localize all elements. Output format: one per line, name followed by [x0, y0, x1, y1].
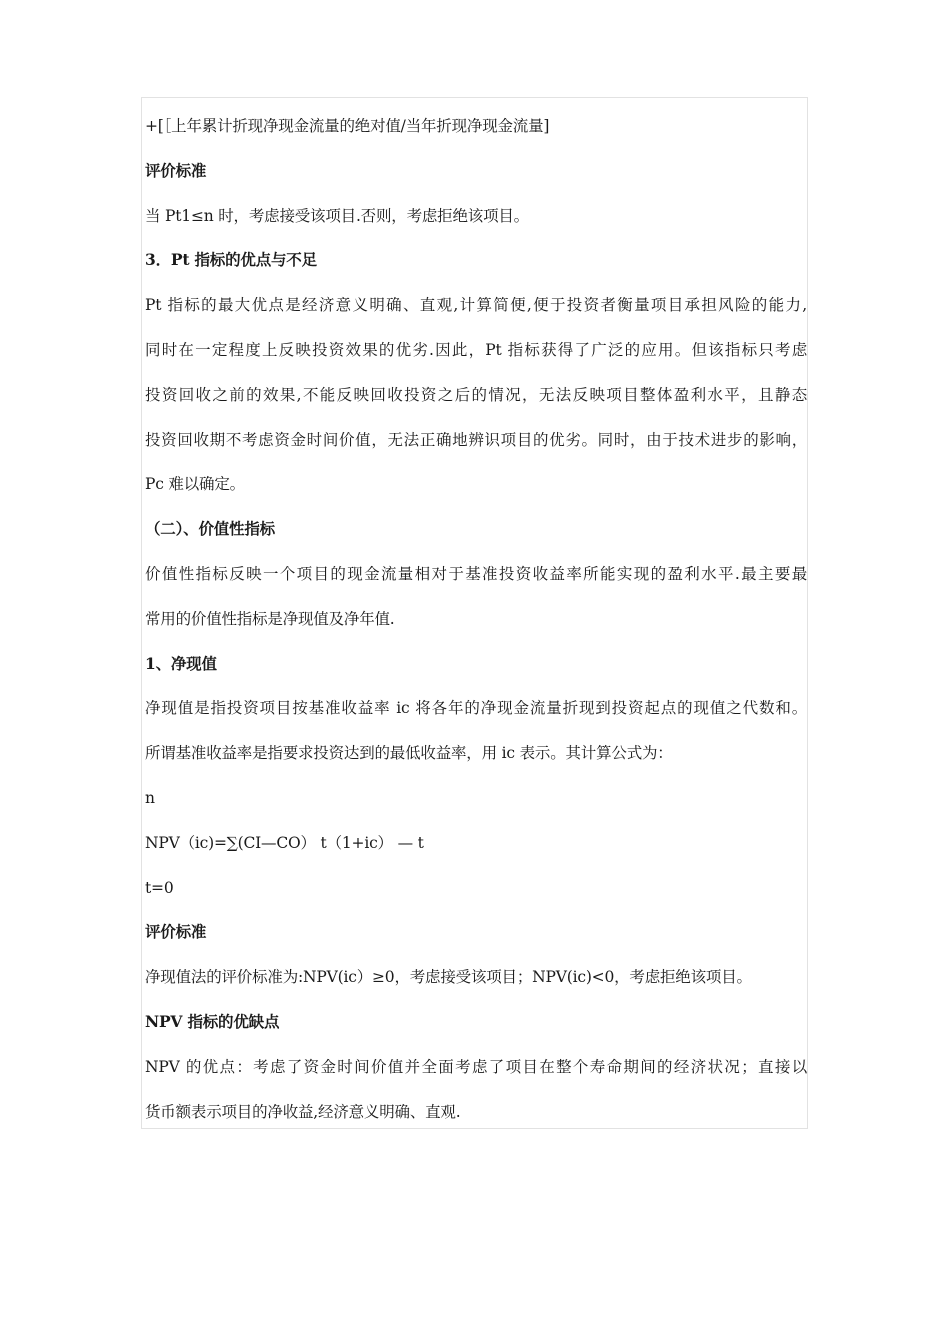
heading-evaluation-criteria: 评价标准: [145, 160, 207, 180]
paragraph-pt-advantages: 同时在一定程度上反映投资效果的优劣.因此，Pt 指标获得了广泛的应用。但该指标只考虑: [145, 340, 807, 359]
paragraph-npv-definition: 净现值是指投资项目按基准收益率 ic 将各年的净现金流量折现到投资起点的现值之代数和。: [145, 699, 807, 718]
heading-npv-criteria: 评价标准: [145, 922, 207, 942]
paragraph-npv-advantages: NPV 的优点：考虑了资金时间价值并全面考虑了项目在整个寿命期间的经济状况；直接以: [145, 1057, 807, 1076]
heading-npv: 1、净现值: [145, 653, 217, 673]
paragraph-value-indicators: 常用的价值性指标是净现值及净年值.: [145, 609, 395, 628]
paragraph-npv-criteria: 净现值法的评价标准为:NPV(ic）≥0，考虑接受该项目；NPV(ic)<0，考虑拒绝该项目。: [145, 968, 752, 987]
formula-continuation: +[［上年累计折现净现金流量的绝对值/当年折现净现金流量]: [145, 117, 550, 135]
paragraph-pt-advantages: Pt 指标的最大优点是经济意义明确、直观,计算简便,便于投资者衡量项目承担风险的能力,: [145, 296, 807, 315]
heading-pt-pros-cons: 3．Pt 指标的优点与不足: [145, 250, 317, 270]
paragraph-pt-advantages: Pc 难以确定。: [145, 475, 245, 494]
formula-upper-limit: n: [145, 788, 155, 807]
paragraph-npv-advantages: 货币额表示项目的净收益,经济意义明确、直观.: [145, 1102, 461, 1121]
formula-lower-limit: t=0: [145, 878, 174, 897]
paragraph-npv-definition: 所谓基准收益率是指要求投资达到的最低收益率，用 ic 表示。其计算公式为：: [145, 744, 673, 763]
heading-value-indicators: （二）、价值性指标: [145, 519, 275, 539]
heading-npv-pros-cons: NPV 指标的优缺点: [145, 1011, 280, 1031]
formula-npv: NPV（ic)=∑(CI—CO） t（1+ic） — t: [145, 833, 424, 852]
paragraph-pt-advantages: 投资回收之前的效果,不能反映回收投资之后的情况，无法反映项目整体盈利水平，且静态: [145, 385, 807, 404]
paragraph-pt-advantages: 投资回收期不考虑资金时间价值，无法正确地辨识项目的优劣。同时，由于技术进步的影响，: [145, 430, 807, 449]
paragraph-value-indicators: 价值性指标反映一个项目的现金流量相对于基准投资收益率所能实现的盈利水平.最主要最: [145, 564, 807, 583]
paragraph-pt-criteria: 当 Pt1≤n 时，考虑接受该项目.否则，考虑拒绝该项目。: [145, 206, 529, 225]
document-body: [145, 104, 807, 1134]
